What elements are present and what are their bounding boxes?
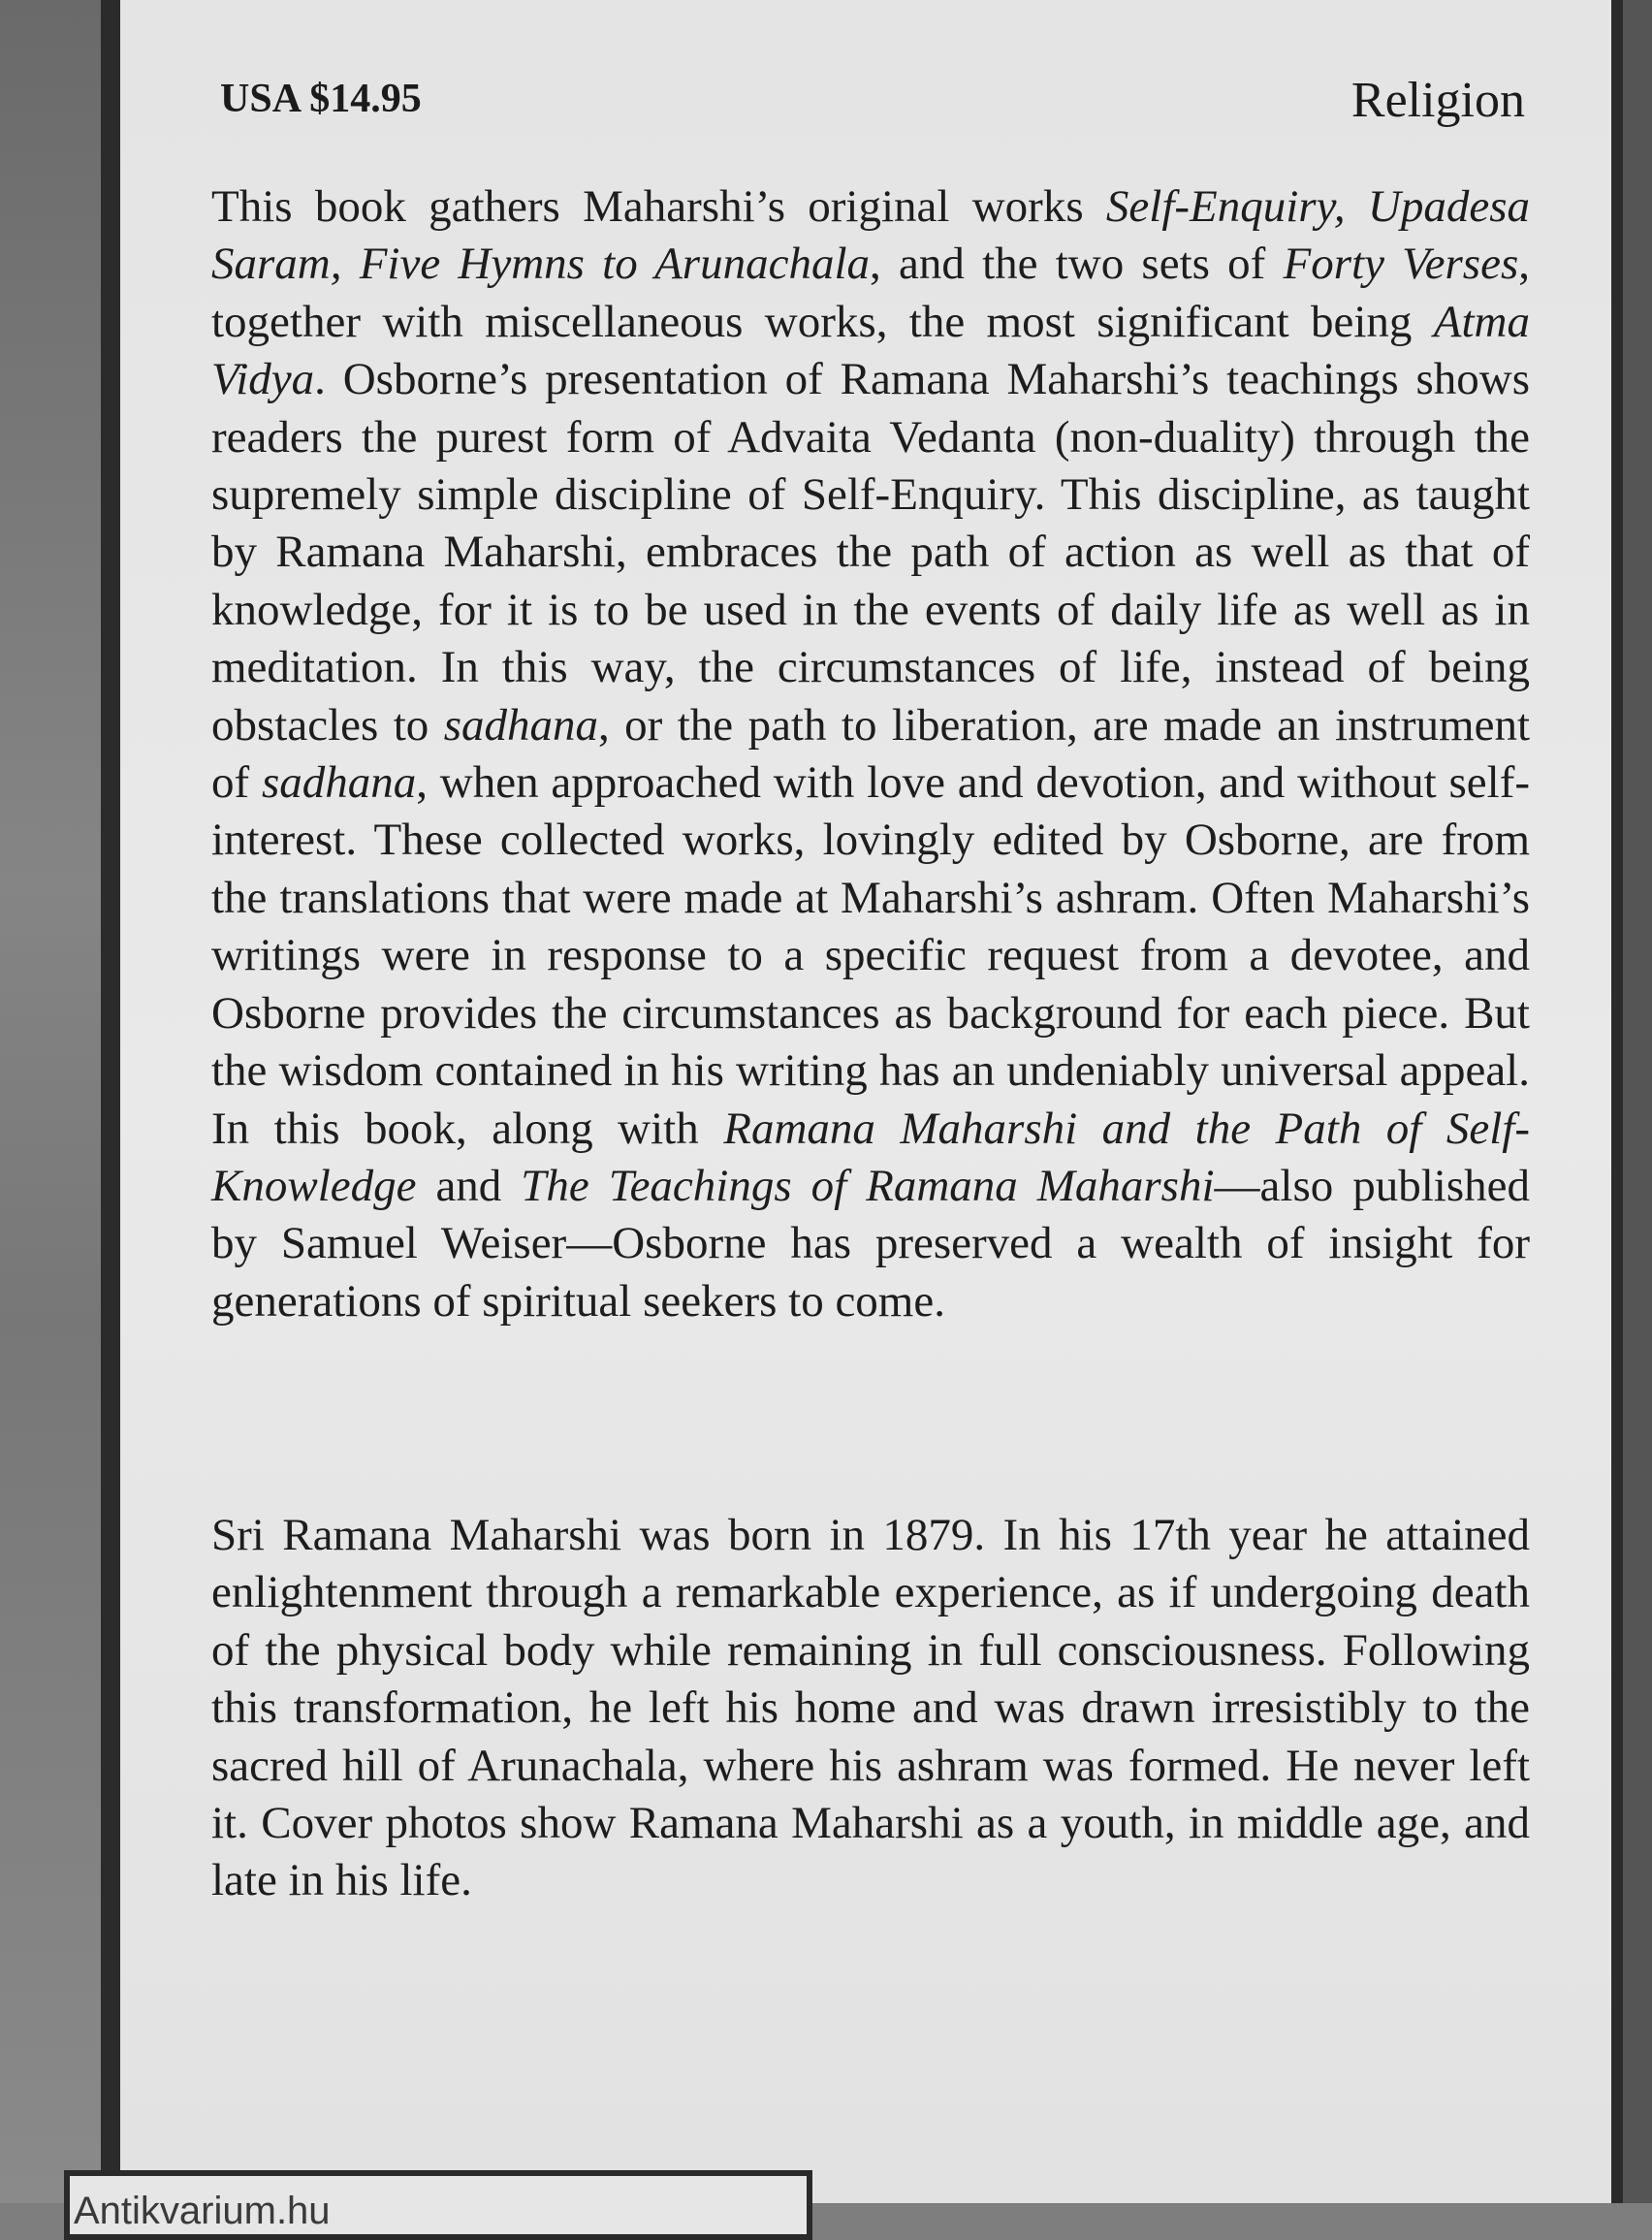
description-text-7: and <box>416 1160 522 1211</box>
description-title-1: Self-Enquiry, Upadesa Saram, Five Hymns to Arunachala <box>211 181 1530 290</box>
biography-paragraph: Sri Ramana Maharshi was born in 1879. In his 17th year he attained enlightenment through a remarkable experience, as if undergoing death of the physical body while remaining in full consciousness. Following this transformation, he left his home and was drawn irresistibly to the sacred hill of Arunachala, where his ashram was formed. He never left it. Cover photos show Ramana Maharshi as a youth, in middle age, and late in his life. <box>211 1510 1530 1906</box>
price-label: USA $14.95 <box>220 77 422 121</box>
category-label: Religion <box>1350 73 1525 128</box>
description-text-3: , together with miscellaneous works, the most significant being <box>211 239 1530 347</box>
watermark-label-box <box>64 2170 812 2240</box>
description-text-6: , when approached with love and devotion, and without self-interest. These collected works, lovingly edited by Osborne, are from the translations that were made at Maharshi’s ashram. Often Maharshi’s writings were in response to a specific request from a devotee, and Osborne provides the circumstances as background for each piece. But the wisdom contained in his writing has an undeniably universal appeal. In this book, along with <box>211 757 1530 1154</box>
description-title-2: Forty Verses <box>1283 239 1519 290</box>
description-title-5: The Teachings of Ramana Maharshi <box>521 1160 1215 1211</box>
description-term-2: sadhana <box>261 757 417 809</box>
description-term-1: sadhana <box>443 699 598 751</box>
description-title-4: Ramana Maharshi and the Path of Self-Knowledge <box>211 1103 1530 1211</box>
description-title-3: Atma Vidya <box>211 296 1530 405</box>
description-text-8: —also published by Samuel Weiser—Osborne has preserved a wealth of insight for generations of spiritual seekers to come. <box>211 1160 1530 1327</box>
description-text-4: . Osborne’s presentation of Ramana Maharshi’s teachings shows readers the purest form of Advaita Vedanta (non-duality) through the supremely simple discipline of Self-Enquiry. This discipline, as taught by Ramana Maharshi, embraces the path of action as well as that of knowledge, for it is to be used in the events of daily life as well as in meditation. In this way, the circumstances of life, instead of being obstacles to <box>211 354 1530 751</box>
watermark-label: Antikvarium.hu <box>74 2190 331 2232</box>
description-text-2: , and the two sets of <box>870 239 1284 290</box>
description-text-1: This book gathers Maharshi’s original works <box>211 181 1106 232</box>
description-text-5: , or the path to liberation, are made an instrument of <box>211 699 1530 809</box>
description-paragraph <box>211 178 1530 1330</box>
